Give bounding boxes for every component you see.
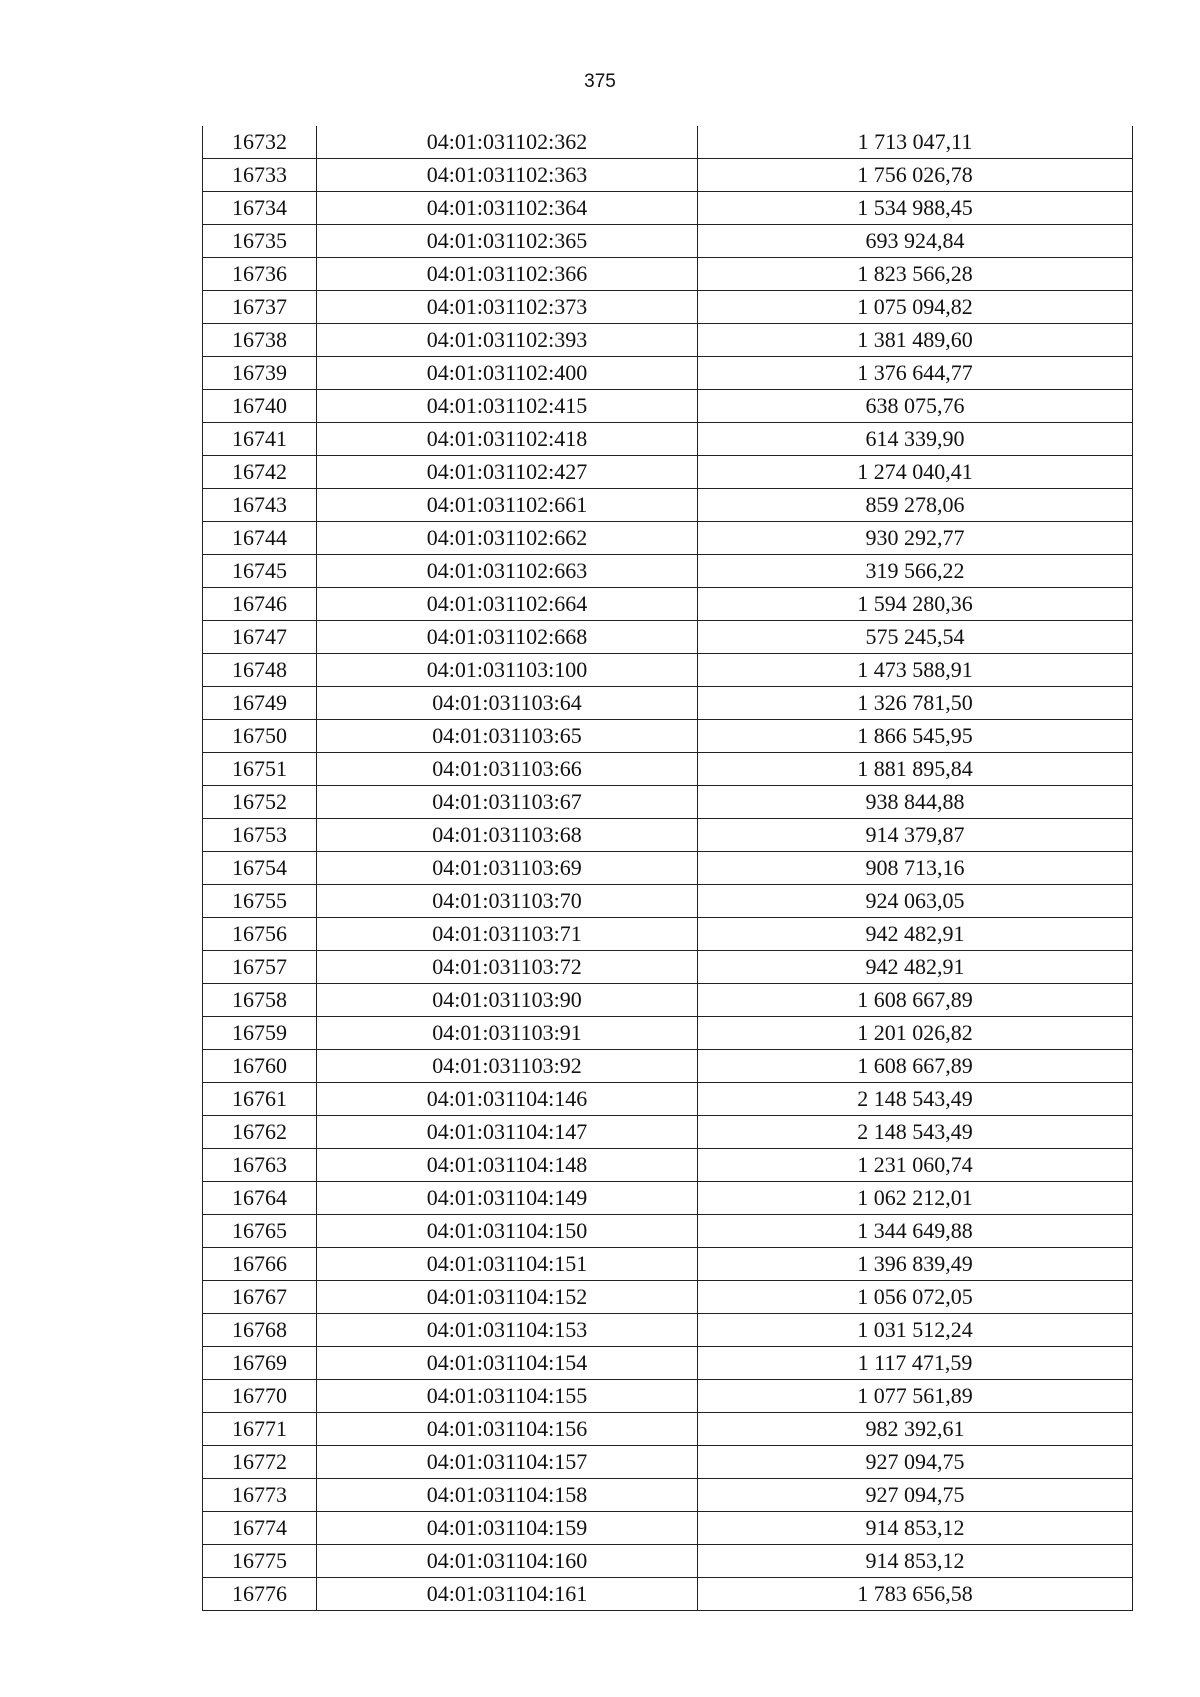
cadastral-number-cell: 04:01:031103:90	[317, 984, 698, 1017]
row-number-cell: 16742	[203, 456, 317, 489]
cadastral-value-cell: 942 482,91	[698, 918, 1133, 951]
cadastral-value-cell: 1 201 026,82	[698, 1017, 1133, 1050]
cadastral-value-cell: 859 278,06	[698, 489, 1133, 522]
table-row	[203, 489, 1133, 522]
cadastral-number-cell: 04:01:031102:366	[317, 258, 698, 291]
table-row	[203, 423, 1133, 456]
cadastral-value-cell: 1 756 026,78	[698, 159, 1133, 192]
cadastral-value-cell: 1 056 072,05	[698, 1281, 1133, 1314]
cadastral-value-cell: 2 148 543,49	[698, 1083, 1133, 1116]
row-number-cell: 16739	[203, 357, 317, 390]
cadastral-number-cell: 04:01:031104:148	[317, 1149, 698, 1182]
table-row	[203, 687, 1133, 720]
table-row	[203, 1017, 1133, 1050]
cadastral-value-cell: 930 292,77	[698, 522, 1133, 555]
cadastral-number-cell: 04:01:031104:146	[317, 1083, 698, 1116]
table-row	[203, 1050, 1133, 1083]
table-row	[203, 1116, 1133, 1149]
cadastral-number-cell: 04:01:031102:393	[317, 324, 698, 357]
cadastral-value-cell: 1 326 781,50	[698, 687, 1133, 720]
cadastral-number-cell: 04:01:031102:365	[317, 225, 698, 258]
cadastral-value-cell: 1 608 667,89	[698, 984, 1133, 1017]
cadastral-value-cell: 693 924,84	[698, 225, 1133, 258]
row-number-cell: 16735	[203, 225, 317, 258]
table-row	[203, 192, 1133, 225]
table-row	[203, 291, 1133, 324]
cadastral-number-cell: 04:01:031102:362	[317, 126, 698, 159]
cadastral-value-cell: 1 062 212,01	[698, 1182, 1133, 1215]
cadastral-value-cell: 982 392,61	[698, 1413, 1133, 1446]
table-row	[203, 522, 1133, 555]
cadastral-number-cell: 04:01:031103:100	[317, 654, 698, 687]
cadastral-number-cell: 04:01:031102:400	[317, 357, 698, 390]
table-row	[203, 1182, 1133, 1215]
table-row	[203, 1446, 1133, 1479]
table-row	[203, 1281, 1133, 1314]
cadastral-value-cell: 1 823 566,28	[698, 258, 1133, 291]
row-number-cell: 16745	[203, 555, 317, 588]
table-row	[203, 654, 1133, 687]
cadastral-value-cell: 1 473 588,91	[698, 654, 1133, 687]
cadastral-number-cell: 04:01:031102:668	[317, 621, 698, 654]
cadastral-value-cell: 914 379,87	[698, 819, 1133, 852]
cadastral-number-cell: 04:01:031104:155	[317, 1380, 698, 1413]
cadastral-number-cell: 04:01:031104:157	[317, 1446, 698, 1479]
table-row	[203, 390, 1133, 423]
table-row	[203, 1248, 1133, 1281]
cadastral-value-cell: 1 031 512,24	[698, 1314, 1133, 1347]
row-number-cell: 16754	[203, 852, 317, 885]
table-row	[203, 951, 1133, 984]
row-number-cell: 16771	[203, 1413, 317, 1446]
row-number-cell: 16758	[203, 984, 317, 1017]
row-number-cell: 16752	[203, 786, 317, 819]
row-number-cell: 16743	[203, 489, 317, 522]
cadastral-value-cell: 1 344 649,88	[698, 1215, 1133, 1248]
row-number-cell: 16764	[203, 1182, 317, 1215]
cadastral-number-cell: 04:01:031102:364	[317, 192, 698, 225]
cadastral-number-cell: 04:01:031103:67	[317, 786, 698, 819]
cadastral-number-cell: 04:01:031102:663	[317, 555, 698, 588]
table-row	[203, 885, 1133, 918]
row-number-cell: 16744	[203, 522, 317, 555]
table-row	[203, 1380, 1133, 1413]
table-row	[203, 1479, 1133, 1512]
row-number-cell: 16774	[203, 1512, 317, 1545]
row-number-cell: 16761	[203, 1083, 317, 1116]
cadastral-value-cell: 927 094,75	[698, 1446, 1133, 1479]
cadastral-value-cell: 1 231 060,74	[698, 1149, 1133, 1182]
row-number-cell: 16746	[203, 588, 317, 621]
table-row	[203, 1578, 1133, 1611]
cadastral-value-cell: 575 245,54	[698, 621, 1133, 654]
cadastral-number-cell: 04:01:031103:71	[317, 918, 698, 951]
table-row	[203, 1149, 1133, 1182]
table-row	[203, 1413, 1133, 1446]
cadastral-number-cell: 04:01:031102:373	[317, 291, 698, 324]
table-row	[203, 456, 1133, 489]
cadastral-number-cell: 04:01:031104:147	[317, 1116, 698, 1149]
row-number-cell: 16734	[203, 192, 317, 225]
cadastral-number-cell: 04:01:031103:92	[317, 1050, 698, 1083]
row-number-cell: 16763	[203, 1149, 317, 1182]
cadastral-number-cell: 04:01:031104:151	[317, 1248, 698, 1281]
row-number-cell: 16769	[203, 1347, 317, 1380]
cadastral-number-cell: 04:01:031102:427	[317, 456, 698, 489]
row-number-cell: 16773	[203, 1479, 317, 1512]
cadastral-value-cell: 914 853,12	[698, 1545, 1133, 1578]
row-number-cell: 16751	[203, 753, 317, 786]
table-row	[203, 225, 1133, 258]
table-row	[203, 852, 1133, 885]
cadastral-value-cell: 1 866 545,95	[698, 720, 1133, 753]
cadastral-number-cell: 04:01:031103:69	[317, 852, 698, 885]
cadastral-number-cell: 04:01:031102:415	[317, 390, 698, 423]
row-number-cell: 16737	[203, 291, 317, 324]
cadastral-value-cell: 1 075 094,82	[698, 291, 1133, 324]
cadastral-number-cell: 04:01:031103:91	[317, 1017, 698, 1050]
row-number-cell: 16741	[203, 423, 317, 456]
cadastral-value-cell: 927 094,75	[698, 1479, 1133, 1512]
table-row	[203, 1314, 1133, 1347]
table-row	[203, 1083, 1133, 1116]
table-row	[203, 1347, 1133, 1380]
row-number-cell: 16753	[203, 819, 317, 852]
table-row	[203, 918, 1133, 951]
cadastral-value-cell: 1 117 471,59	[698, 1347, 1133, 1380]
row-number-cell: 16766	[203, 1248, 317, 1281]
row-number-cell: 16770	[203, 1380, 317, 1413]
row-number-cell: 16755	[203, 885, 317, 918]
cadastral-number-cell: 04:01:031102:363	[317, 159, 698, 192]
table-row	[203, 1215, 1133, 1248]
cadastral-value-cell: 942 482,91	[698, 951, 1133, 984]
table-row	[203, 555, 1133, 588]
table-row	[203, 324, 1133, 357]
cadastral-value-cell: 1 381 489,60	[698, 324, 1133, 357]
cadastral-number-cell: 04:01:031104:150	[317, 1215, 698, 1248]
cadastral-value-table	[202, 126, 1133, 1611]
cadastral-value-cell: 319 566,22	[698, 555, 1133, 588]
cadastral-value-cell: 1 881 895,84	[698, 753, 1133, 786]
row-number-cell: 16759	[203, 1017, 317, 1050]
cadastral-number-cell: 04:01:031104:156	[317, 1413, 698, 1446]
row-number-cell: 16750	[203, 720, 317, 753]
table-row	[203, 588, 1133, 621]
row-number-cell: 16776	[203, 1578, 317, 1611]
row-number-cell: 16760	[203, 1050, 317, 1083]
cadastral-number-cell: 04:01:031104:153	[317, 1314, 698, 1347]
cadastral-number-cell: 04:01:031103:64	[317, 687, 698, 720]
cadastral-number-cell: 04:01:031102:662	[317, 522, 698, 555]
cadastral-number-cell: 04:01:031104:152	[317, 1281, 698, 1314]
table-row	[203, 786, 1133, 819]
cadastral-value-cell: 914 853,12	[698, 1512, 1133, 1545]
cadastral-number-cell: 04:01:031104:158	[317, 1479, 698, 1512]
cadastral-value-cell: 1 534 988,45	[698, 192, 1133, 225]
cadastral-value-cell: 1 783 656,58	[698, 1578, 1133, 1611]
table-row	[203, 621, 1133, 654]
cadastral-value-cell: 1 713 047,11	[698, 126, 1133, 159]
cadastral-value-cell: 1 077 561,89	[698, 1380, 1133, 1413]
cadastral-value-cell: 2 148 543,49	[698, 1116, 1133, 1149]
cadastral-value-cell: 638 075,76	[698, 390, 1133, 423]
table-row	[203, 720, 1133, 753]
row-number-cell: 16747	[203, 621, 317, 654]
cadastral-number-cell: 04:01:031102:661	[317, 489, 698, 522]
row-number-cell: 16772	[203, 1446, 317, 1479]
row-number-cell: 16757	[203, 951, 317, 984]
cadastral-value-cell: 1 396 839,49	[698, 1248, 1133, 1281]
row-number-cell: 16767	[203, 1281, 317, 1314]
cadastral-number-cell: 04:01:031104:159	[317, 1512, 698, 1545]
page-number: 375	[584, 71, 616, 92]
cadastral-number-cell: 04:01:031102:418	[317, 423, 698, 456]
table-body	[203, 126, 1133, 1611]
cadastral-value-cell: 1 608 667,89	[698, 1050, 1133, 1083]
table-row	[203, 1512, 1133, 1545]
row-number-cell: 16733	[203, 159, 317, 192]
cadastral-value-cell: 614 339,90	[698, 423, 1133, 456]
row-number-cell: 16748	[203, 654, 317, 687]
table-row	[203, 159, 1133, 192]
cadastral-number-cell: 04:01:031103:68	[317, 819, 698, 852]
cadastral-value-cell: 1 274 040,41	[698, 456, 1133, 489]
cadastral-value-cell: 908 713,16	[698, 852, 1133, 885]
cadastral-number-cell: 04:01:031102:664	[317, 588, 698, 621]
row-number-cell: 16732	[203, 126, 317, 159]
row-number-cell: 16740	[203, 390, 317, 423]
cadastral-number-cell: 04:01:031104:160	[317, 1545, 698, 1578]
cadastral-number-cell: 04:01:031103:66	[317, 753, 698, 786]
cadastral-number-cell: 04:01:031103:70	[317, 885, 698, 918]
row-number-cell: 16768	[203, 1314, 317, 1347]
row-number-cell: 16775	[203, 1545, 317, 1578]
table-row	[203, 357, 1133, 390]
cadastral-value-cell: 1 594 280,36	[698, 588, 1133, 621]
cadastral-number-cell: 04:01:031104:154	[317, 1347, 698, 1380]
cadastral-number-cell: 04:01:031104:161	[317, 1578, 698, 1611]
cadastral-number-cell: 04:01:031103:72	[317, 951, 698, 984]
cadastral-number-cell: 04:01:031104:149	[317, 1182, 698, 1215]
row-number-cell: 16736	[203, 258, 317, 291]
table-row	[203, 126, 1133, 159]
table-row	[203, 258, 1133, 291]
cadastral-value-cell: 924 063,05	[698, 885, 1133, 918]
table-row	[203, 819, 1133, 852]
row-number-cell: 16749	[203, 687, 317, 720]
cadastral-value-cell: 1 376 644,77	[698, 357, 1133, 390]
table-row	[203, 753, 1133, 786]
row-number-cell: 16762	[203, 1116, 317, 1149]
cadastral-value-cell: 938 844,88	[698, 786, 1133, 819]
cadastral-number-cell: 04:01:031103:65	[317, 720, 698, 753]
table-row	[203, 984, 1133, 1017]
row-number-cell: 16765	[203, 1215, 317, 1248]
row-number-cell: 16738	[203, 324, 317, 357]
row-number-cell: 16756	[203, 918, 317, 951]
table-row	[203, 1545, 1133, 1578]
